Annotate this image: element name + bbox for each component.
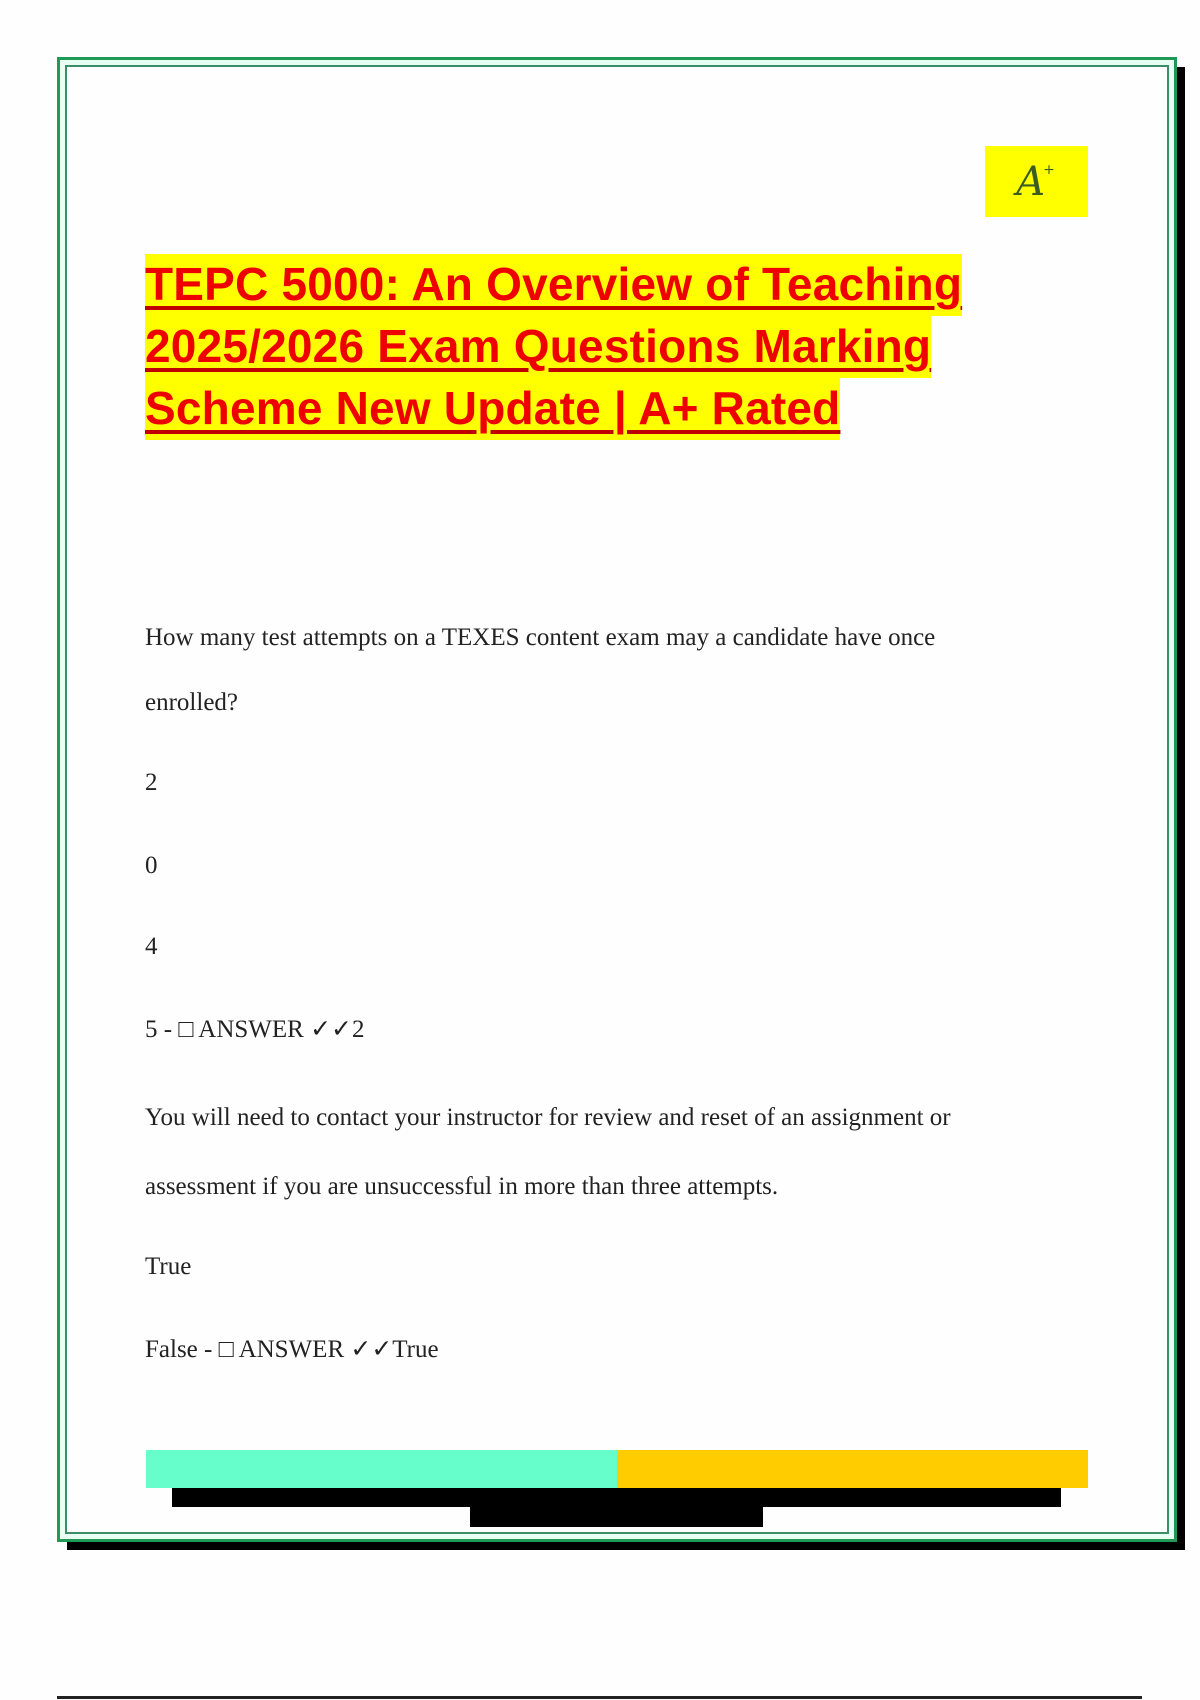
title-line-2-text: 2025/2026 Exam Questions Marking — [145, 316, 931, 378]
question-1-prompt-line-1: How many test attempts on a TEXES content exam may a candidate have once — [145, 624, 936, 651]
footer-bar-teal — [146, 1450, 617, 1488]
page-bottom-rule — [57, 1696, 1142, 1699]
question-1-answer: 5 - □ ANSWER ✓✓2 — [145, 1016, 365, 1043]
footer-bar-black-wide — [172, 1488, 1061, 1507]
badge-letter: A — [1016, 158, 1046, 205]
title-line-2 — [145, 315, 1045, 377]
title-line-3-text: Scheme New Update | A+ Rated — [145, 378, 840, 440]
question-2-answer: False - □ ANSWER ✓✓True — [145, 1336, 439, 1363]
question-1-option-3: 4 — [145, 933, 158, 960]
question-2-prompt-line-1: You will need to contact your instructor for review and reset of an assignment or — [145, 1104, 951, 1131]
a-plus-badge — [985, 146, 1088, 217]
footer-bar-black-narrow — [470, 1507, 763, 1527]
badge-superscript: + — [1043, 162, 1055, 179]
question-2-prompt-line-2: assessment if you are unsuccessful in more than three attempts. — [145, 1173, 779, 1200]
title-line-3 — [145, 377, 1045, 439]
question-2-option-1: True — [145, 1253, 192, 1280]
title-line-1-text: TEPC 5000: An Overview of Teaching — [145, 254, 962, 316]
document-title — [145, 253, 1045, 439]
question-1-prompt-line-2: enrolled? — [145, 689, 239, 716]
question-1-option-2: 0 — [145, 852, 158, 879]
question-1-option-1: 2 — [145, 769, 158, 796]
title-line-1 — [145, 253, 1045, 315]
a-plus-badge-icon — [1016, 158, 1057, 205]
footer-bar-gold — [617, 1450, 1088, 1488]
